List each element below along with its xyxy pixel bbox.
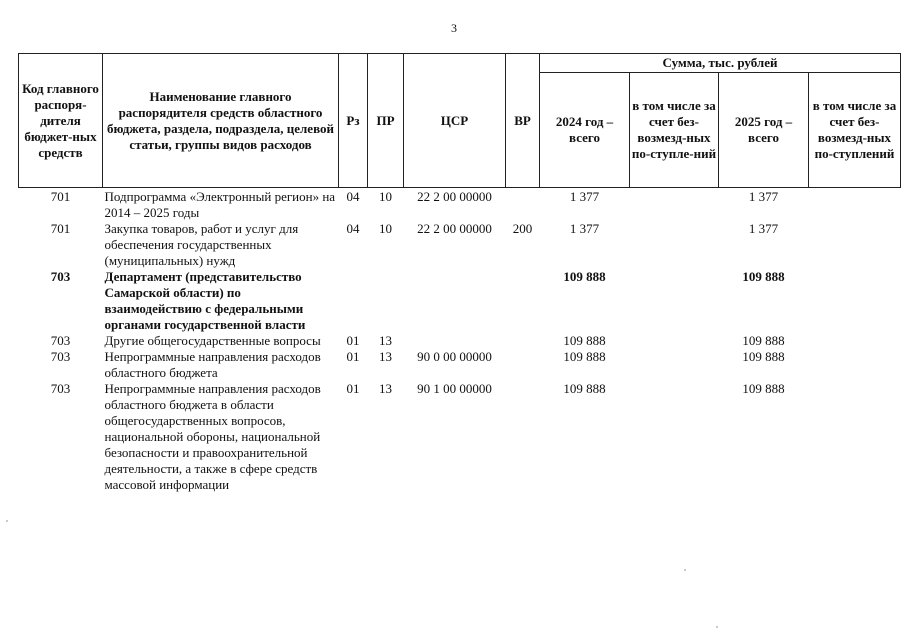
cell-pr	[368, 269, 404, 333]
table-row	[19, 221, 901, 269]
cell-code: 701	[50, 221, 71, 236]
cell-2025-total: 109 888	[742, 381, 785, 396]
table-body	[19, 188, 901, 494]
cell-csr	[404, 269, 506, 333]
cell-2025-total: 109 888	[742, 333, 785, 348]
cell-2025-total: 1 377	[748, 189, 779, 204]
cell-code: 701	[50, 189, 71, 204]
cell-csr	[404, 333, 506, 349]
cell-2024-total: 109 888	[563, 349, 606, 364]
cell-2025-total: 1 377	[748, 221, 779, 236]
cell-csr: 22 2 00 00000	[417, 189, 492, 204]
cell-2024-gratuitous	[630, 269, 719, 333]
table-row	[19, 349, 901, 381]
cell-vr	[506, 349, 540, 381]
cell-vr	[506, 333, 540, 349]
header-sum-group: Сумма, тыс. рублей	[540, 54, 901, 73]
cell-2025-gratuitous	[809, 333, 901, 349]
cell-vr	[506, 381, 540, 493]
budget-table	[18, 53, 901, 493]
cell-2025-total: 109 888	[742, 349, 785, 364]
cell-code: 703	[50, 333, 71, 348]
cell-csr: 90 0 00 00000	[417, 349, 492, 364]
cell-rz: 01	[346, 381, 360, 396]
cell-2024-gratuitous	[630, 221, 719, 269]
cell-2025-gratuitous	[809, 381, 901, 493]
header-pr: ПР	[368, 54, 404, 188]
cell-vr	[506, 269, 540, 333]
table-row	[19, 269, 901, 333]
cell-2024-gratuitous	[630, 333, 719, 349]
cell-name: Другие общегосударственные вопросы	[104, 333, 321, 348]
page-number: 3	[451, 21, 457, 35]
cell-2024-gratuitous	[630, 188, 719, 222]
cell-code: 703	[50, 269, 71, 284]
header-rz: Рз	[339, 54, 368, 188]
cell-pr: 10	[379, 189, 392, 204]
cell-2024-total: 109 888	[563, 381, 606, 396]
cell-pr: 13	[379, 349, 392, 364]
header-2024-gratuitous: в том числе за счет без-возмезд-ных по-ступле-ний	[630, 73, 719, 188]
cell-code: 703	[50, 349, 71, 364]
cell-rz: 04	[346, 221, 360, 236]
header-2025-total: 2025 год – всего	[719, 73, 809, 188]
cell-vr: 200	[512, 221, 533, 236]
cell-pr: 13	[379, 333, 392, 348]
cell-name: Подпрограмма «Электронный регион» на 2014 – 2025 годы	[104, 189, 336, 220]
cell-2024-gratuitous	[630, 349, 719, 381]
cell-rz: 01	[346, 333, 360, 348]
cell-name: Департамент (представительство Самарской области) по взаимодействию с федеральными органами государственной власти	[104, 269, 306, 332]
scan-speck	[684, 569, 686, 571]
cell-2024-total: 1 377	[569, 189, 600, 204]
scan-speck	[716, 626, 718, 628]
cell-name: Непрограммные направления расходов областного бюджета	[104, 349, 321, 380]
header-vr: ВР	[506, 54, 540, 188]
cell-pr: 10	[379, 221, 392, 236]
cell-2024-total: 109 888	[563, 269, 606, 284]
cell-2024-gratuitous	[630, 381, 719, 493]
cell-rz: 01	[346, 349, 360, 364]
cell-csr: 22 2 00 00000	[417, 221, 492, 236]
cell-2025-total: 109 888	[742, 269, 785, 284]
cell-2024-total: 109 888	[563, 333, 606, 348]
cell-code: 703	[50, 381, 71, 396]
header-2025-gratuitous: в том числе за счет без-возмезд-ных по-ступлений	[809, 73, 901, 188]
scan-speck	[6, 520, 8, 522]
cell-vr	[506, 188, 540, 222]
table-row	[19, 333, 901, 349]
table-header	[19, 54, 901, 188]
cell-rz	[339, 269, 368, 333]
cell-2025-gratuitous	[809, 349, 901, 381]
cell-2025-gratuitous	[809, 221, 901, 269]
header-row-group	[19, 54, 901, 73]
cell-2024-total: 1 377	[569, 221, 600, 236]
cell-name: Непрограммные направления расходов областного бюджета в области общегосударственных вопросов, национальной обороны, национальной безопасности и правоохранительной деятельности, а также в сфере средств массовой информации	[104, 381, 321, 492]
header-2024-total: 2024 год – всего	[540, 73, 630, 188]
cell-pr: 13	[379, 381, 392, 396]
cell-2025-gratuitous	[809, 188, 901, 222]
cell-csr: 90 1 00 00000	[417, 381, 492, 396]
table-row	[19, 188, 901, 222]
header-name: Наименование главного распорядителя средств областного бюджета, раздела, подраздела, целевой статьи, группы видов расходов	[103, 54, 339, 188]
header-code: Код главного распоря-дителя бюджет-ных средств	[19, 54, 103, 188]
header-csr: ЦСР	[404, 54, 506, 188]
cell-rz: 04	[346, 189, 360, 204]
table-row	[19, 381, 901, 493]
cell-name: Закупка товаров, работ и услуг для обеспечения государственных (муниципальных) нужд	[104, 221, 299, 268]
cell-2025-gratuitous	[809, 269, 901, 333]
